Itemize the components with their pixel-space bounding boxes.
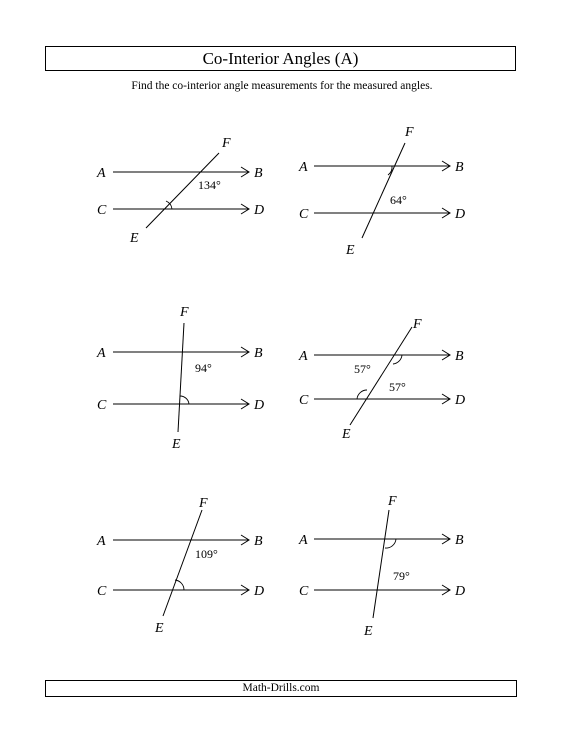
point-label-f: F	[405, 125, 414, 140]
angle-measure: 64°	[390, 193, 407, 207]
point-label-b: B	[254, 166, 263, 181]
point-label-d: D	[455, 207, 466, 222]
angle-arc	[385, 539, 396, 548]
point-label-b: B	[455, 533, 464, 548]
point-label-a: A	[97, 346, 106, 361]
point-label-d: D	[254, 398, 265, 413]
point-label-d: D	[254, 584, 265, 599]
angle-measure: 109°	[195, 547, 218, 561]
point-label-e: E	[346, 243, 355, 258]
point-label-f: F	[222, 136, 231, 151]
point-label-f: F	[180, 305, 189, 320]
point-label-f: F	[388, 494, 397, 509]
point-label-e: E	[342, 427, 351, 442]
point-label-b: B	[455, 349, 464, 364]
angle-measure: 134°	[198, 178, 221, 192]
point-label-a: A	[299, 533, 308, 548]
angle-measure: 79°	[393, 569, 410, 583]
point-label-d: D	[254, 203, 265, 218]
instructions: Find the co-interior angle measurements for the measured angles.	[131, 80, 433, 92]
angle-measure-lower: 57°	[389, 380, 406, 394]
point-label-a: A	[299, 349, 308, 364]
point-label-c: C	[299, 584, 309, 599]
point-label-b: B	[254, 534, 263, 549]
angle-measure: 94°	[195, 361, 212, 375]
point-label-c: C	[299, 393, 309, 408]
point-label-a: A	[97, 534, 106, 549]
footer-site-name: Math-Drills.com	[45, 680, 517, 697]
transversal-ef	[373, 510, 389, 618]
point-label-d: D	[455, 584, 466, 599]
point-label-c: C	[97, 398, 107, 413]
point-label-c: C	[299, 207, 309, 222]
point-label-e: E	[155, 621, 164, 636]
point-label-d: D	[455, 393, 466, 408]
point-label-c: C	[97, 584, 107, 599]
point-label-f: F	[413, 317, 422, 332]
point-label-b: B	[254, 346, 263, 361]
point-label-f: F	[199, 496, 208, 511]
point-label-a: A	[97, 166, 106, 181]
point-label-b: B	[455, 160, 464, 175]
point-label-e: E	[172, 437, 181, 452]
angle-measure-upper: 57°	[354, 362, 371, 376]
point-label-a: A	[299, 160, 308, 175]
worksheet-title: Co-Interior Angles (A)	[45, 46, 516, 71]
point-label-c: C	[97, 203, 107, 218]
point-label-e: E	[130, 231, 139, 246]
point-label-e: E	[364, 624, 373, 639]
